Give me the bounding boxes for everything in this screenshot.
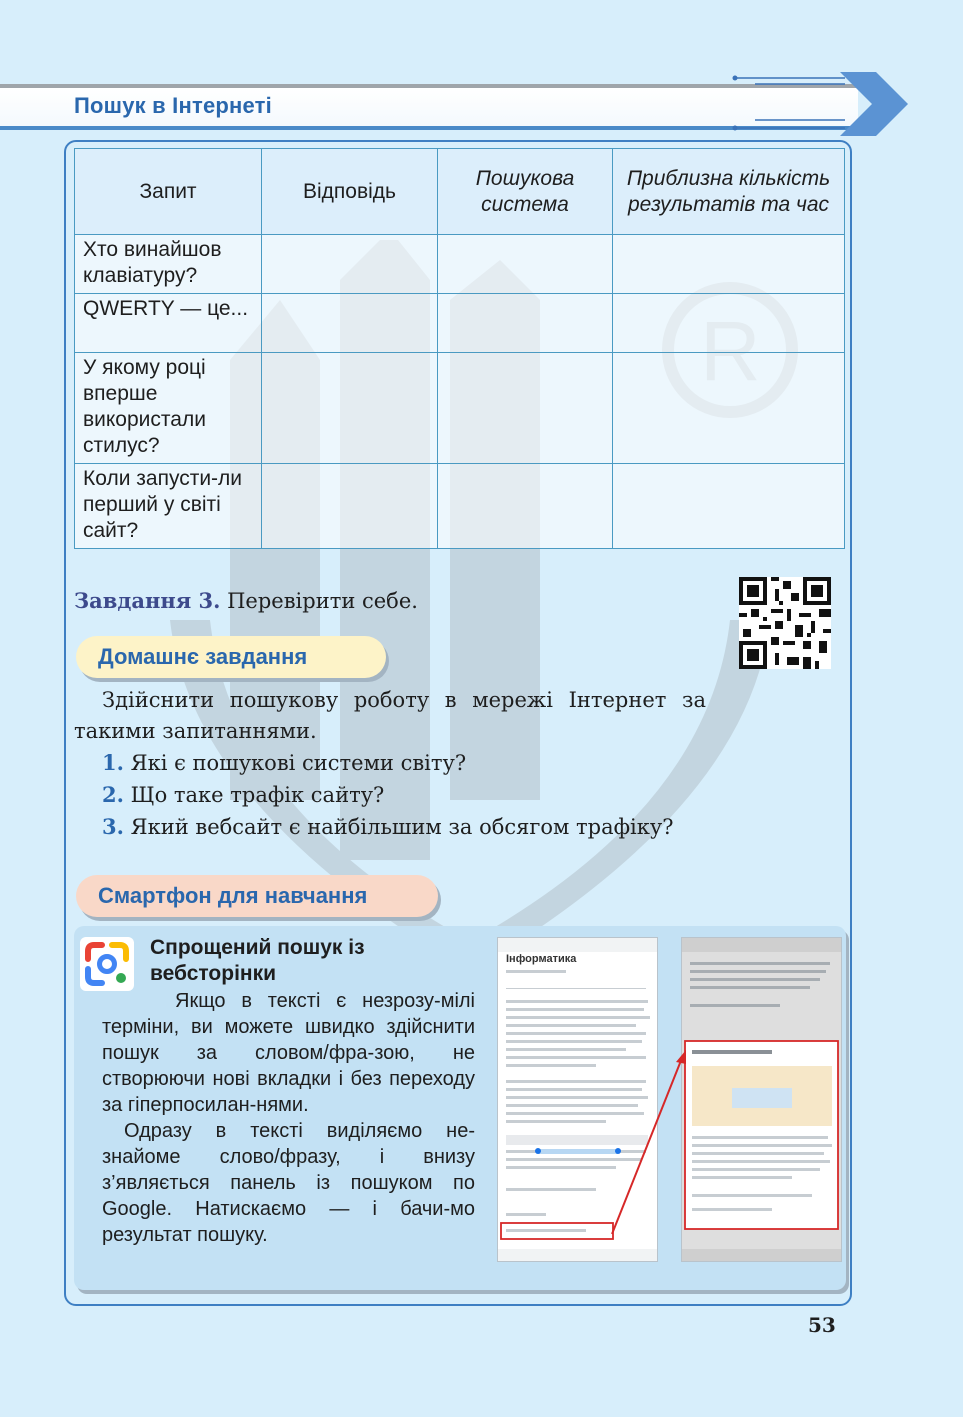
column-header-results-count: Приблизна кількість результатів та час bbox=[613, 149, 845, 235]
homework-item bbox=[74, 811, 734, 843]
task-label: Завдання 3. bbox=[74, 588, 221, 613]
item-text: Що таке трафік сайту? bbox=[123, 783, 385, 807]
table-row bbox=[75, 235, 845, 294]
query-cell: Хто винайшов клавіатуру? bbox=[75, 235, 262, 294]
answer-cell[interactable] bbox=[262, 294, 438, 353]
engine-cell[interactable] bbox=[438, 235, 613, 294]
query-cell: У якому році вперше використали стилус? bbox=[75, 353, 262, 464]
phone-article-title: Інформатика bbox=[506, 953, 577, 965]
results-cell[interactable] bbox=[613, 235, 845, 294]
query-cell: Коли запусти-ли перший у світі сайт? bbox=[75, 464, 262, 549]
section-title: Пошук в Інтернеті bbox=[74, 93, 272, 118]
qr-code-icon[interactable] bbox=[739, 577, 831, 669]
homework-body bbox=[74, 685, 734, 843]
google-lens-icon bbox=[80, 937, 134, 991]
task-3 bbox=[74, 588, 418, 613]
engine-cell[interactable] bbox=[438, 464, 613, 549]
tip-text bbox=[102, 988, 475, 1248]
column-header-query: Запит bbox=[75, 149, 262, 235]
answer-cell[interactable] bbox=[262, 464, 438, 549]
item-text: Який вебсайт є найбільшим за обсягом трафіку? bbox=[123, 815, 674, 839]
results-cell[interactable] bbox=[613, 353, 845, 464]
task-text: Перевірити себе. bbox=[220, 589, 418, 613]
column-header-answer: Відповідь bbox=[262, 149, 438, 235]
homework-item bbox=[74, 779, 734, 811]
phone-screenshot-search-result bbox=[681, 937, 842, 1262]
tip-paragraph-2: Одразу в тексті виділяємо не-знайоме слово/фразу, і внизу з’являється панель із пошуком по Google. Натискаємо — і бачи-мо результат пошуку. bbox=[102, 1120, 475, 1246]
column-header-search-engine: Пошукова система bbox=[438, 149, 613, 235]
table-row bbox=[75, 353, 845, 464]
search-query-table bbox=[74, 148, 845, 549]
table-header-row bbox=[75, 149, 845, 235]
engine-cell[interactable] bbox=[438, 353, 613, 464]
homework-intro: Здійснити пошукову роботу в мережі Інтернет за такими запитаннями. bbox=[74, 688, 706, 743]
smartphone-heading: Смартфон для навчання bbox=[76, 875, 438, 917]
table-row bbox=[75, 294, 845, 353]
results-cell[interactable] bbox=[613, 294, 845, 353]
table-row bbox=[75, 464, 845, 549]
item-number: 3. bbox=[102, 814, 124, 839]
banner-chevron-icon bbox=[838, 70, 910, 138]
answer-cell[interactable] bbox=[262, 235, 438, 294]
banner-decoration-lines bbox=[715, 70, 845, 136]
page-number: 53 bbox=[808, 1313, 836, 1337]
tip-paragraph-1: Якщо в тексті є незрозу-мілі терміни, ви можете швидко здійснити пошук за словом/фра-зою, не створюючи нові вкладки і без переходу за гіперпосилан-нями. bbox=[102, 990, 475, 1116]
results-cell[interactable] bbox=[613, 464, 845, 549]
pointer-arrow bbox=[600, 1048, 690, 1248]
query-cell: QWERTY — це... bbox=[75, 294, 262, 353]
tip-title: Спрощений пошук із вебсторінки bbox=[150, 936, 365, 985]
answer-cell[interactable] bbox=[262, 353, 438, 464]
engine-cell[interactable] bbox=[438, 294, 613, 353]
homework-heading: Домашнє завдання bbox=[76, 636, 386, 678]
homework-item bbox=[74, 747, 734, 779]
item-number: 2. bbox=[102, 782, 124, 807]
item-text: Які є пошукові системи світу? bbox=[123, 751, 467, 775]
item-number: 1. bbox=[102, 750, 124, 775]
